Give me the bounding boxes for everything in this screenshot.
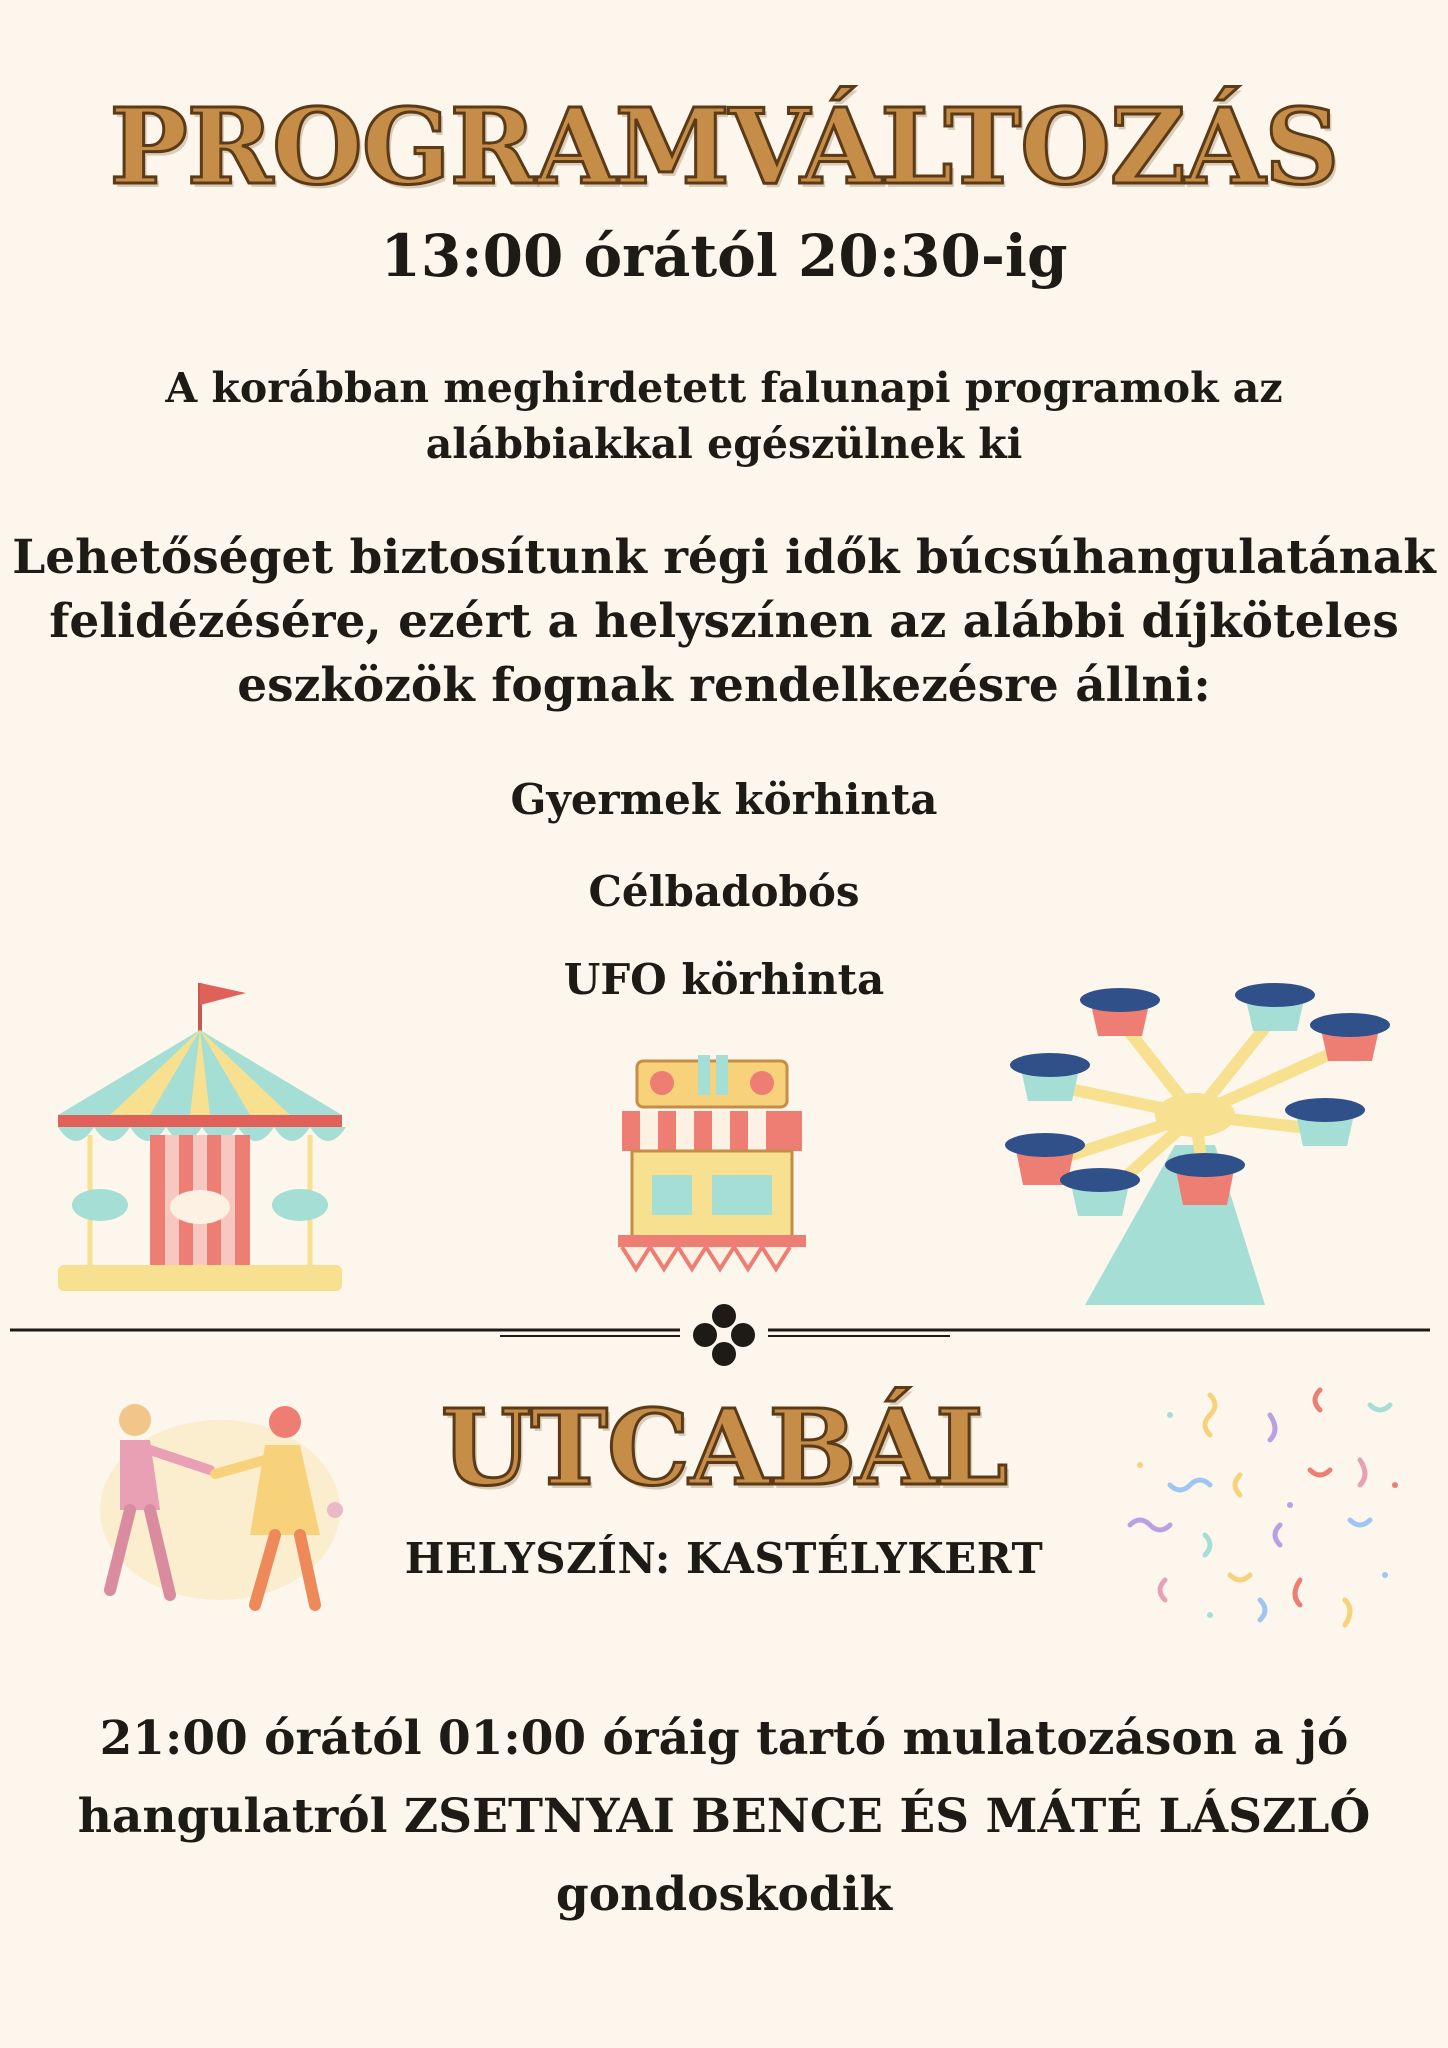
intro-line: alábbiakkal egészülnek ki	[425, 420, 1023, 468]
offer-line: felidézésére, ezért a helyszínen az alábbi díjköteles	[49, 594, 1399, 649]
list-item: Célbadobós	[588, 867, 860, 916]
offer-text	[0, 526, 1448, 718]
ufo-ride-icon	[975, 985, 1400, 1315]
list-item: UFO körhinta	[563, 955, 885, 1004]
page-title: PROGRAMVÁLTOZÁS	[109, 85, 1339, 208]
intro-line: A korábban meghirdetett falunapi programok az	[165, 364, 1283, 412]
closing-line: hangulatról ZSETNYAI BENCE ÉS MÁTÉ LÁSZLÓ	[77, 1789, 1371, 1844]
intro-text	[0, 360, 1448, 472]
divider	[0, 1310, 1448, 1360]
carousel-icon	[50, 975, 350, 1320]
list-item: Gyermek körhinta	[510, 775, 938, 824]
location-text: HELYSZÍN: KASTÉLYKERT	[404, 1534, 1044, 1583]
closing-line: gondoskodik	[555, 1867, 893, 1922]
ornament-icon	[693, 1304, 755, 1366]
closing-text	[0, 1700, 1448, 1934]
time-range: 13:00 órától 20:30-ig	[380, 222, 1068, 290]
closing-line: 21:00 órától 01:00 óráig tartó mulatozáson a jó	[99, 1711, 1349, 1766]
target-booth-icon	[612, 1055, 812, 1270]
offer-line: Lehetőséget biztosítunk régi idők búcsúhangulatának	[12, 530, 1436, 585]
offer-line: eszközök fognak rendelkezésre állni:	[237, 658, 1211, 713]
street-ball-title: UTCABÁL	[440, 1386, 1008, 1509]
